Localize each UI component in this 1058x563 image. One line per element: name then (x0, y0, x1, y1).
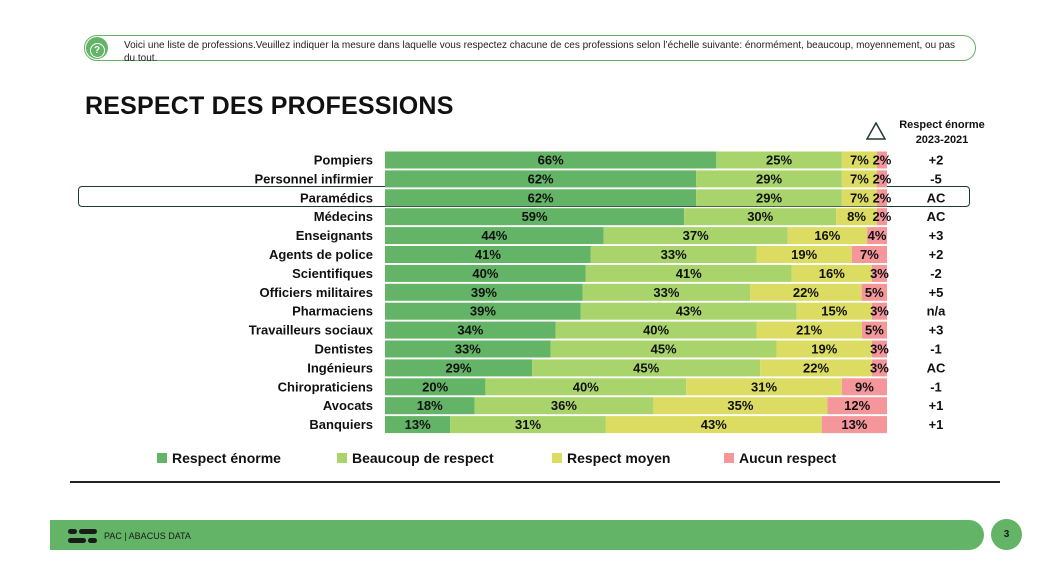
data-label: 33% (454, 341, 481, 357)
data-label: 2% (872, 190, 892, 206)
data-label: 3% (870, 341, 889, 357)
data-label: 22% (802, 360, 830, 376)
footer-text: PAC | ABACUS DATA (104, 531, 191, 541)
legend-item-moyen (552, 450, 670, 466)
legend-swatch (552, 453, 562, 463)
data-label: 7% (849, 171, 869, 187)
category-label: Agents de police (268, 247, 373, 262)
data-label: 29% (756, 190, 783, 206)
legend-swatch (724, 453, 734, 463)
data-label: 43% (675, 303, 702, 319)
data-label: 9% (855, 379, 874, 395)
data-label: 18% (416, 398, 443, 414)
change-value: AC (926, 190, 946, 206)
data-label: 25% (766, 152, 793, 168)
category-label: Scientifiques (292, 265, 373, 281)
category-label: Avocats (322, 398, 373, 414)
change-value: +1 (928, 398, 944, 414)
data-label: 30% (747, 209, 774, 225)
data-label: 33% (660, 247, 687, 262)
change-value: +5 (928, 284, 944, 300)
data-label: 7% (849, 152, 869, 168)
category-label: Officiers militaires (259, 284, 373, 300)
legend-label: Respect moyen (567, 450, 671, 466)
pac-logo-icon (68, 528, 98, 544)
change-header-line-2: 2023-2021 (915, 134, 969, 146)
data-label: 44% (481, 228, 508, 244)
data-label: 2% (872, 171, 892, 187)
data-label: 12% (844, 398, 871, 414)
legend-item-respect-enorme (157, 450, 281, 466)
data-label: 29% (445, 360, 472, 376)
category-label: Ingénieurs (307, 360, 373, 376)
category-label: Pharmaciens (292, 303, 373, 319)
data-label: 34% (457, 322, 484, 338)
change-header-line-1: Respect énorme (899, 119, 985, 131)
data-label: 41% (675, 265, 702, 281)
legend-label: Beaucoup de respect (352, 450, 494, 466)
data-label: 5% (864, 284, 884, 300)
data-label: 13% (404, 417, 431, 433)
category-label: Banquiers (309, 417, 373, 433)
question-circle-icon: ? (86, 37, 108, 59)
data-label: 35% (727, 398, 754, 414)
data-label: 3% (870, 303, 889, 319)
data-label: 39% (469, 303, 496, 319)
data-label: 13% (841, 417, 868, 433)
legend-item-beaucoup (337, 450, 494, 466)
data-label: 62% (527, 190, 554, 206)
data-label: 66% (537, 152, 564, 168)
legend-label: Respect énorme (172, 450, 281, 466)
category-label: Personnel infirmier (254, 171, 373, 187)
data-label: 39% (470, 284, 497, 300)
change-value: +3 (928, 228, 944, 244)
data-label: 40% (572, 379, 599, 395)
data-label: 40% (472, 265, 499, 281)
data-label: 45% (650, 341, 677, 357)
change-value: AC (926, 209, 946, 225)
change-value: n/a (926, 303, 946, 319)
data-label: 19% (791, 247, 818, 262)
data-label: 19% (811, 341, 838, 357)
data-label: 16% (814, 228, 841, 244)
data-label: 20% (422, 379, 449, 395)
data-label: 7% (849, 190, 869, 206)
data-label: 43% (700, 417, 727, 433)
data-label: 8% (847, 209, 866, 225)
change-value: AC (926, 360, 946, 376)
data-label: 22% (792, 284, 819, 300)
data-label: 21% (796, 322, 823, 338)
change-value: -5 (930, 171, 942, 187)
change-value: +1 (928, 417, 944, 433)
data-label: 29% (756, 171, 783, 187)
page-title: RESPECT DES PROFESSIONS (85, 92, 454, 120)
data-label: 45% (633, 360, 660, 376)
data-label: 15% (821, 303, 848, 319)
data-label: 4% (867, 228, 887, 244)
category-label: Pompiers (313, 152, 373, 168)
category-label: Médecins (313, 209, 373, 225)
change-value: -1 (930, 341, 942, 357)
data-label: 36% (550, 398, 577, 414)
data-label: 59% (521, 209, 548, 225)
legend-label: Aucun respect (739, 450, 837, 466)
change-value: +2 (928, 247, 944, 262)
data-label: 7% (860, 247, 879, 262)
page-number: 3 (991, 519, 1022, 550)
change-value: -1 (930, 379, 942, 395)
legend-swatch (337, 453, 347, 463)
category-label: Travailleurs sociaux (248, 322, 373, 338)
category-label: Chiropraticiens (277, 379, 373, 395)
question-text: Voici une liste de professions.Veuillez indiquer la mesure dans laquelle vous respectez chacune de ces professions selon l’échelle suivante: énormément, beaucoup, moyennement, ou pas du tout. (124, 40, 956, 64)
category-label: Enseignants (295, 228, 373, 244)
change-value: +3 (928, 322, 944, 338)
data-label: 3% (869, 360, 889, 376)
data-label: 16% (818, 265, 845, 281)
change-value: +2 (928, 152, 944, 168)
data-label: 37% (682, 228, 709, 244)
divider-line (70, 481, 1000, 483)
legend-item-aucun (724, 450, 836, 466)
data-label: 3% (870, 265, 889, 281)
legend-swatch (157, 453, 167, 463)
data-label: 41% (474, 247, 501, 262)
category-label: Dentistes (314, 341, 373, 357)
category-label: Paramédics (300, 190, 373, 206)
data-label: 5% (865, 322, 884, 338)
data-label: 31% (515, 417, 542, 433)
data-label: 40% (643, 322, 670, 338)
data-label: 2% (872, 152, 892, 168)
data-label: 2% (872, 209, 892, 225)
data-label: 62% (527, 171, 554, 187)
change-value: -2 (930, 265, 942, 281)
data-label: 31% (750, 379, 778, 395)
data-label: 33% (653, 284, 680, 300)
